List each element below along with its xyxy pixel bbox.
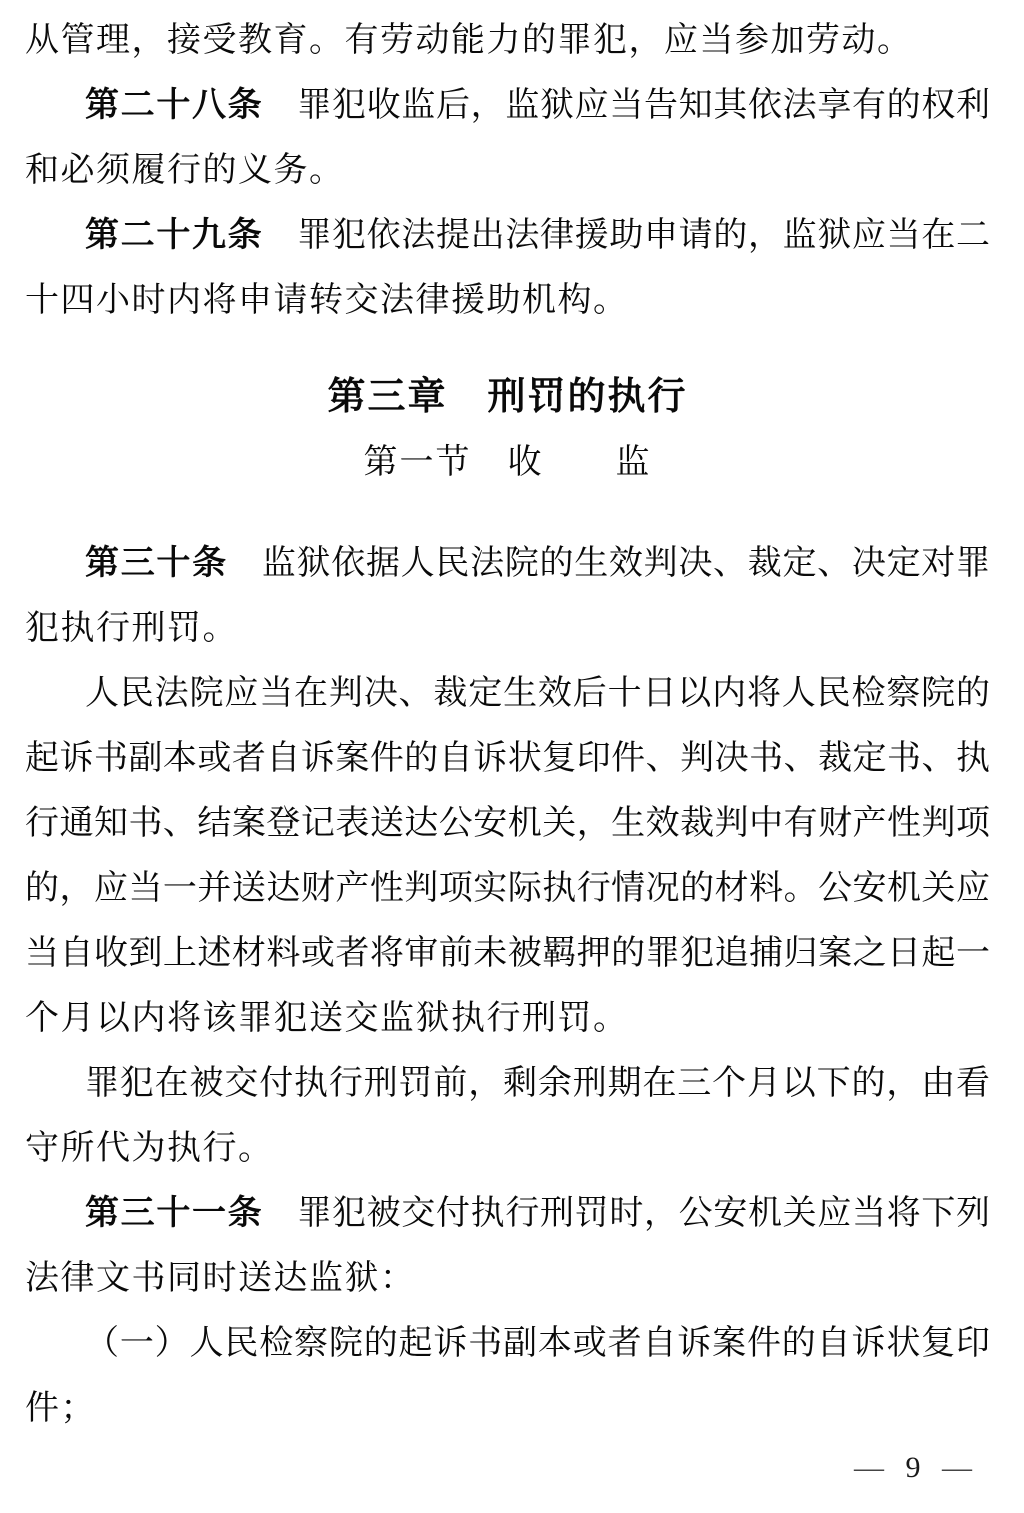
text-line: 第三十条 监狱依据人民法院的生效判决、裁定、决定对罪 — [85, 544, 990, 582]
chapter-heading: 第三章 刑罚的执行 — [327, 376, 688, 418]
text-line: 第二十九条 罪犯依法提出法律援助申请的，监狱应当在二 — [85, 216, 990, 254]
footer-dash-left: — — [854, 1451, 884, 1484]
text-line: 法律文书同时送达监狱： — [25, 1260, 416, 1297]
article-number: 第二十八条 — [85, 86, 264, 124]
footer-dash-right: — — [942, 1451, 972, 1484]
text-line: 件； — [25, 1390, 96, 1427]
text-line: 十四小时内将申请转交法律援助机构。 — [25, 282, 629, 319]
text-line: 人民法院应当在判决、裁定生效后十日以内将人民检察院的 — [85, 675, 990, 712]
text-line: 起诉书副本或者自诉案件的自诉状复印件、判决书、裁定书、执 — [25, 740, 990, 777]
text-line: （一）人民检察院的起诉书副本或者自诉案件的自诉状复印 — [85, 1325, 990, 1362]
text-line: 和必须履行的义务。 — [25, 152, 345, 189]
text-line: 守所代为执行。 — [25, 1130, 274, 1167]
text-line: 的，应当一并送达财产性判项实际执行情况的材料。公安机关应 — [25, 870, 990, 907]
section-heading: 第一节 收 监 — [363, 444, 652, 481]
text-line: 当自收到上述材料或者将审前未被羁押的罪犯追捕归案之日起一 — [25, 935, 990, 972]
article-number: 第三十条 — [85, 544, 228, 582]
document-body — [25, 8, 990, 1441]
text-line: 个月以内将该罪犯送交监狱执行刑罚。 — [25, 1000, 629, 1037]
text-line: 犯执行刑罚。 — [25, 610, 238, 647]
text-line: 第二十八条 罪犯收监后，监狱应当告知其依法享有的权利 — [85, 86, 990, 124]
article-number: 第二十九条 — [85, 216, 264, 254]
article-number: 第三十一条 — [85, 1194, 264, 1232]
text-line: 第三十一条 罪犯被交付执行刑罚时，公安机关应当将下列 — [85, 1194, 990, 1232]
page-footer — [844, 1448, 982, 1488]
text-line: 罪犯在被交付执行刑罚前，剩余刑期在三个月以下的，由看 — [85, 1065, 990, 1102]
text-line: 从管理，接受教育。有劳动能力的罪犯，应当参加劳动。 — [25, 22, 913, 59]
page-number: 9 — [905, 1451, 921, 1484]
text-line: 行通知书、结案登记表送达公安机关，生效裁判中有财产性判项 — [25, 805, 990, 842]
